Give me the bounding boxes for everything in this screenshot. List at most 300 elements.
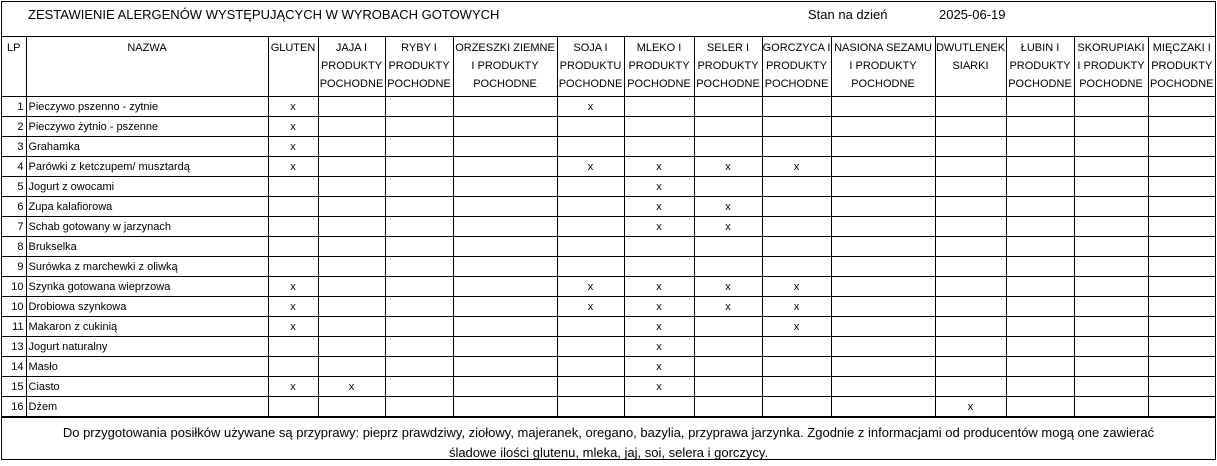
column-header-line: PRODUKTY [1009, 60, 1071, 72]
allergen-mark-cell [453, 277, 557, 297]
footer-line-2: śladowe ilości glutenu, mleka, jaj, soi, selera i gorczycy. [448, 445, 769, 460]
allergen-mark-cell [1148, 277, 1215, 297]
allergen-mark-cell [453, 177, 557, 197]
allergen-mark-cell: x [694, 277, 762, 297]
allergen-mark-cell [385, 157, 453, 177]
column-header-line: I PRODUKTY [849, 60, 917, 72]
allergen-mark-cell [268, 357, 318, 377]
allergen-mark-cell: x [268, 317, 318, 337]
column-header-9 [762, 37, 831, 97]
allergen-mark-cell: x [624, 157, 694, 177]
allergen-mark-cell [1148, 137, 1215, 157]
allergen-mark-cell: x [268, 117, 318, 137]
allergen-mark-cell [318, 257, 385, 277]
row-name: Ciasto [26, 377, 268, 397]
column-header-line: DWUTLENEK [935, 42, 1006, 54]
allergen-mark-cell [385, 377, 453, 397]
allergen-mark-cell: x [624, 377, 694, 397]
allergen-mark-cell: x [268, 277, 318, 297]
allergen-mark-cell: x [268, 297, 318, 317]
table-row [2, 257, 1215, 277]
column-header-line: POCHODNE [319, 78, 384, 90]
allergen-mark-cell: x [762, 317, 831, 337]
allergen-mark-cell: x [624, 357, 694, 377]
allergen-mark-cell [1006, 297, 1074, 317]
allergen-mark-cell [318, 157, 385, 177]
column-header-line: ŁUBIN I [1020, 42, 1060, 54]
table-row [2, 397, 1215, 417]
allergen-mark-cell [1006, 377, 1074, 397]
allergen-mark-cell [453, 197, 557, 217]
allergen-mark-cell [557, 217, 624, 237]
allergen-mark-cell [694, 257, 762, 277]
allergen-mark-cell [762, 137, 831, 157]
allergen-mark-cell: x [557, 157, 624, 177]
allergen-mark-cell [318, 197, 385, 217]
table-row [2, 97, 1215, 117]
allergen-mark-cell [1148, 357, 1215, 377]
allergen-mark-cell [694, 377, 762, 397]
row-lp: 10 [2, 277, 26, 297]
table-row [2, 217, 1215, 237]
allergen-mark-cell [1006, 257, 1074, 277]
allergen-mark-cell [1006, 117, 1074, 137]
column-header-1 [26, 37, 268, 97]
column-header-6 [557, 37, 624, 97]
allergen-mark-cell [935, 317, 1006, 337]
allergen-mark-cell [624, 257, 694, 277]
column-header-11 [935, 37, 1006, 97]
table-header-row [2, 37, 1215, 97]
date-label: Stan na dzień [808, 7, 888, 22]
allergen-mark-cell [935, 337, 1006, 357]
column-header-line: POCHODNE [558, 78, 623, 90]
table-row [2, 237, 1215, 257]
column-header-13 [1074, 37, 1148, 97]
allergen-mark-cell: x [268, 377, 318, 397]
allergen-mark-cell [831, 177, 935, 197]
allergen-mark-cell: x [557, 277, 624, 297]
allergen-mark-cell [831, 317, 935, 337]
allergen-mark-cell: x [694, 297, 762, 317]
allergen-mark-cell: x [762, 157, 831, 177]
allergen-mark-cell: x [624, 317, 694, 337]
allergen-mark-cell [385, 97, 453, 117]
allergen-mark-cell [268, 217, 318, 237]
allergen-sheet [1, 1, 1216, 460]
allergen-mark-cell [318, 337, 385, 357]
allergen-mark-cell [831, 197, 935, 217]
allergen-mark-cell [1148, 117, 1215, 137]
row-name: Szynka gotowana wieprzowa [26, 277, 268, 297]
allergen-mark-cell [268, 197, 318, 217]
column-header-line: PRODUKTY [628, 60, 690, 72]
row-lp: 15 [2, 377, 26, 397]
allergen-mark-cell [385, 337, 453, 357]
column-header-line: POCHODNE [1149, 78, 1214, 90]
row-lp: 13 [2, 337, 26, 357]
allergen-mark-cell [1006, 237, 1074, 257]
allergen-mark-cell [385, 317, 453, 337]
allergen-mark-cell [831, 157, 935, 177]
allergen-mark-cell [1148, 337, 1215, 357]
allergen-mark-cell [1074, 377, 1148, 397]
allergen-mark-cell [762, 97, 831, 117]
column-header-4 [385, 37, 453, 97]
allergen-mark-cell [694, 97, 762, 117]
allergen-mark-cell [1006, 197, 1074, 217]
table-row [2, 277, 1215, 297]
allergen-mark-cell [385, 137, 453, 157]
row-lp: 11 [2, 317, 26, 337]
column-header-2 [268, 37, 318, 97]
allergen-mark-cell [318, 297, 385, 317]
allergen-mark-cell [1074, 157, 1148, 177]
allergen-mark-cell: x [557, 297, 624, 317]
allergen-mark-cell [831, 117, 935, 137]
allergen-mark-cell [557, 257, 624, 277]
allergen-mark-cell [1006, 317, 1074, 337]
allergen-mark-cell [831, 137, 935, 157]
column-header-line: SKORUPIAKI [1077, 42, 1145, 54]
allergen-mark-cell: x [694, 157, 762, 177]
allergen-mark-cell [557, 177, 624, 197]
table-row [2, 137, 1215, 157]
allergen-mark-cell: x [268, 137, 318, 157]
column-header-line: POCHODNE [387, 78, 451, 90]
row-name: Parówki z ketczupem/ musztardą [26, 157, 268, 177]
row-lp: 5 [2, 177, 26, 197]
table-row [2, 197, 1215, 217]
allergen-mark-cell [1074, 297, 1148, 317]
allergen-mark-cell [624, 117, 694, 137]
allergen-mark-cell [1006, 157, 1074, 177]
column-header-8 [694, 37, 762, 97]
allergen-mark-cell [1148, 297, 1215, 317]
column-header-line: POCHODNE [473, 78, 537, 90]
allergen-mark-cell [453, 317, 557, 337]
column-header-line: POCHODNE [1079, 78, 1143, 90]
allergen-mark-cell [268, 257, 318, 277]
allergen-mark-cell [385, 357, 453, 377]
column-header-5 [453, 37, 557, 97]
allergen-mark-cell [935, 257, 1006, 277]
allergen-mark-cell [318, 277, 385, 297]
row-name: Grahamka [26, 137, 268, 157]
column-header-line: GLUTEN [270, 42, 316, 54]
allergen-mark-cell [624, 237, 694, 257]
allergen-mark-cell [318, 97, 385, 117]
allergen-mark-cell [1074, 97, 1148, 117]
column-header-line: POCHODNE [627, 78, 691, 90]
allergen-mark-cell [935, 117, 1006, 137]
column-header-line: ORZESZKI ZIEMNE [455, 42, 555, 54]
allergen-mark-cell [1148, 377, 1215, 397]
allergen-mark-cell [762, 237, 831, 257]
allergen-mark-cell: x [624, 277, 694, 297]
allergen-mark-cell [1006, 97, 1074, 117]
allergen-mark-cell [268, 177, 318, 197]
column-header-line: LP [7, 42, 21, 54]
allergen-mark-cell [318, 397, 385, 417]
allergen-mark-cell [1074, 337, 1148, 357]
allergen-mark-cell [318, 137, 385, 157]
allergen-mark-cell [1148, 237, 1215, 257]
allergen-mark-cell [385, 277, 453, 297]
column-header-line: MLEKO I [636, 42, 682, 54]
title-row [2, 2, 1215, 37]
allergen-mark-cell [1148, 257, 1215, 277]
table-row [2, 317, 1215, 337]
allergen-mark-cell [557, 197, 624, 217]
allergen-mark-cell [624, 397, 694, 417]
allergen-mark-cell: x [624, 217, 694, 237]
allergen-mark-cell [1006, 277, 1074, 297]
allergen-mark-cell [385, 397, 453, 417]
allergen-mark-cell [557, 337, 624, 357]
row-lp: 14 [2, 357, 26, 377]
column-header-line: SOJA I [573, 42, 608, 54]
allergen-mark-cell [935, 157, 1006, 177]
allergen-mark-cell [557, 397, 624, 417]
row-name: Schab gotowany w jarzynach [26, 217, 268, 237]
allergen-mark-cell [1074, 397, 1148, 417]
allergen-mark-cell [831, 237, 935, 257]
row-name: Zupa kalafiorowa [26, 197, 268, 217]
row-name: Surówka z marchewki z oliwką [26, 257, 268, 277]
allergen-mark-cell [453, 117, 557, 137]
column-header-line: MIĘCZAKI I [1152, 42, 1211, 54]
allergen-mark-cell [762, 257, 831, 277]
allergen-mark-cell [385, 257, 453, 277]
row-lp: 4 [2, 157, 26, 177]
date-value: 2025-06-19 [939, 7, 1006, 22]
allergen-mark-cell [318, 217, 385, 237]
allergen-mark-cell [1074, 177, 1148, 197]
allergen-mark-cell [1148, 97, 1215, 117]
allergen-mark-cell [935, 137, 1006, 157]
row-lp: 3 [2, 137, 26, 157]
column-header-line: POCHODNE [764, 78, 829, 90]
allergen-mark-cell: x [762, 297, 831, 317]
allergen-mark-cell [831, 277, 935, 297]
allergen-mark-cell [831, 217, 935, 237]
row-lp: 10 [2, 297, 26, 317]
allergen-mark-cell [1074, 117, 1148, 137]
allergen-mark-cell [453, 397, 557, 417]
allergen-mark-cell: x [762, 277, 831, 297]
allergen-mark-cell [1006, 397, 1074, 417]
allergen-mark-cell [268, 237, 318, 257]
allergen-mark-cell [935, 197, 1006, 217]
allergen-mark-cell [1006, 177, 1074, 197]
allergen-mark-cell [453, 257, 557, 277]
allergen-mark-cell [1074, 257, 1148, 277]
allergen-mark-cell [557, 117, 624, 137]
allergen-mark-cell [935, 237, 1006, 257]
allergen-mark-cell [1006, 137, 1074, 157]
allergen-mark-cell: x [624, 337, 694, 357]
row-name: Jogurt naturalny [26, 337, 268, 357]
allergen-mark-cell: x [694, 197, 762, 217]
table-row [2, 337, 1215, 357]
allergen-mark-cell [557, 317, 624, 337]
column-header-line: POCHODNE [851, 78, 915, 90]
allergen-mark-cell: x [318, 377, 385, 397]
allergen-mark-cell [1074, 137, 1148, 157]
table-body [2, 97, 1215, 417]
column-header-7 [624, 37, 694, 97]
allergen-mark-cell [694, 317, 762, 337]
row-lp: 9 [2, 257, 26, 277]
allergen-mark-cell [1006, 217, 1074, 237]
allergen-mark-cell [1074, 217, 1148, 237]
allergen-mark-cell [453, 97, 557, 117]
allergen-mark-cell [1006, 337, 1074, 357]
row-lp: 1 [2, 97, 26, 117]
allergen-mark-cell [453, 157, 557, 177]
allergen-mark-cell [318, 117, 385, 137]
allergen-mark-cell [1148, 177, 1215, 197]
allergen-mark-cell [935, 357, 1006, 377]
allergen-mark-cell: x [624, 197, 694, 217]
allergen-mark-cell [694, 177, 762, 197]
allergen-mark-cell: x [268, 97, 318, 117]
allergen-mark-cell [453, 137, 557, 157]
allergen-mark-cell [1074, 357, 1148, 377]
allergen-mark-cell [385, 217, 453, 237]
allergen-mark-cell: x [624, 177, 694, 197]
allergen-mark-cell [831, 377, 935, 397]
allergen-mark-cell [762, 197, 831, 217]
allergen-mark-cell [385, 297, 453, 317]
row-name: Jogurt z owocami [26, 177, 268, 197]
allergen-mark-cell [1074, 277, 1148, 297]
column-header-3 [318, 37, 385, 97]
table-row [2, 357, 1215, 377]
footer-line-1: Do przygotowania posiłków używane są przyprawy: pieprz prawdziwy, ziołowy, majeranek, oregano, bazylia, przyprawa jarzynka. Zgodnie z informacjami od producentów mogą one zawierać [62, 425, 1155, 440]
allergen-mark-cell [935, 377, 1006, 397]
column-header-line: SIARKI [952, 60, 989, 72]
table-row [2, 377, 1215, 397]
allergen-mark-cell [831, 257, 935, 277]
row-lp: 2 [2, 117, 26, 137]
allergen-mark-cell [453, 337, 557, 357]
allergen-mark-cell [385, 177, 453, 197]
sheet-title: ZESTAWIENIE ALERGENÓW WYSTĘPUJĄCYCH W WYROBACH GOTOWYCH [28, 7, 500, 22]
allergen-mark-cell [624, 137, 694, 157]
allergen-table [2, 37, 1215, 417]
column-header-line: POCHODNE [1008, 78, 1072, 90]
allergen-mark-cell [453, 237, 557, 257]
allergen-mark-cell [935, 217, 1006, 237]
row-name: Pieczywo pszenno - zytnie [26, 97, 268, 117]
column-header-line: POCHODNE [696, 78, 760, 90]
allergen-mark-cell: x [935, 397, 1006, 417]
allergen-mark-cell [762, 357, 831, 377]
allergen-mark-cell [318, 237, 385, 257]
allergen-mark-cell [762, 217, 831, 237]
allergen-mark-cell [557, 377, 624, 397]
table-row [2, 297, 1215, 317]
row-lp: 8 [2, 237, 26, 257]
column-header-12 [1006, 37, 1074, 97]
allergen-mark-cell [557, 357, 624, 377]
column-header-line: PRODUKTY [320, 60, 383, 72]
allergen-mark-cell [1074, 317, 1148, 337]
table-row [2, 177, 1215, 197]
allergen-mark-cell [1074, 197, 1148, 217]
column-header-line: I PRODUKTY [1077, 60, 1145, 72]
allergen-mark-cell [1006, 357, 1074, 377]
footer-note [2, 417, 1215, 466]
allergen-mark-cell [831, 337, 935, 357]
allergen-mark-cell [453, 297, 557, 317]
allergen-mark-cell [831, 297, 935, 317]
column-header-line: PRODUKTY [1151, 60, 1213, 72]
column-header-line: PRODUKTY [697, 60, 759, 72]
allergen-mark-cell [1148, 397, 1215, 417]
allergen-mark-cell [694, 357, 762, 377]
row-lp: 6 [2, 197, 26, 217]
row-name: Masło [26, 357, 268, 377]
allergen-mark-cell [453, 357, 557, 377]
allergen-mark-cell [762, 117, 831, 137]
column-header-0 [2, 37, 26, 97]
column-header-10 [831, 37, 935, 97]
allergen-mark-cell [694, 137, 762, 157]
allergen-mark-cell [935, 97, 1006, 117]
allergen-mark-cell [762, 377, 831, 397]
allergen-mark-cell [318, 177, 385, 197]
allergen-mark-cell [762, 337, 831, 357]
allergen-mark-cell [762, 177, 831, 197]
allergen-mark-cell [831, 97, 935, 117]
allergen-mark-cell: x [557, 97, 624, 117]
allergen-mark-cell [1148, 217, 1215, 237]
table-row [2, 117, 1215, 137]
allergen-mark-cell [453, 377, 557, 397]
allergen-mark-cell: x [624, 297, 694, 317]
column-header-line: SELER I [706, 42, 750, 54]
allergen-mark-cell [694, 117, 762, 137]
column-header-line: GORCZYCA I [762, 42, 831, 54]
column-header-line: PRODUKTY [388, 60, 450, 72]
allergen-mark-cell [935, 177, 1006, 197]
allergen-mark-cell [1148, 157, 1215, 177]
allergen-mark-cell [557, 137, 624, 157]
allergen-mark-cell [1148, 317, 1215, 337]
row-name: Dżem [26, 397, 268, 417]
allergen-mark-cell [268, 397, 318, 417]
row-name: Makaron z cukinią [26, 317, 268, 337]
allergen-mark-cell [318, 357, 385, 377]
column-header-line: PRODUKTU [559, 60, 622, 72]
allergen-mark-cell [1148, 197, 1215, 217]
column-header-line: JAJA I [335, 42, 368, 54]
allergen-mark-cell [1074, 237, 1148, 257]
row-name: Drobiowa szynkowa [26, 297, 268, 317]
allergen-mark-cell [453, 217, 557, 237]
column-header-14 [1148, 37, 1215, 97]
allergen-mark-cell: x [268, 157, 318, 177]
table-row [2, 157, 1215, 177]
allergen-mark-cell [385, 117, 453, 137]
allergen-mark-cell [831, 397, 935, 417]
allergen-mark-cell [935, 277, 1006, 297]
column-header-line: I PRODUKTY [471, 60, 539, 72]
column-header-line: NASIONA SEZAMU [834, 42, 932, 54]
